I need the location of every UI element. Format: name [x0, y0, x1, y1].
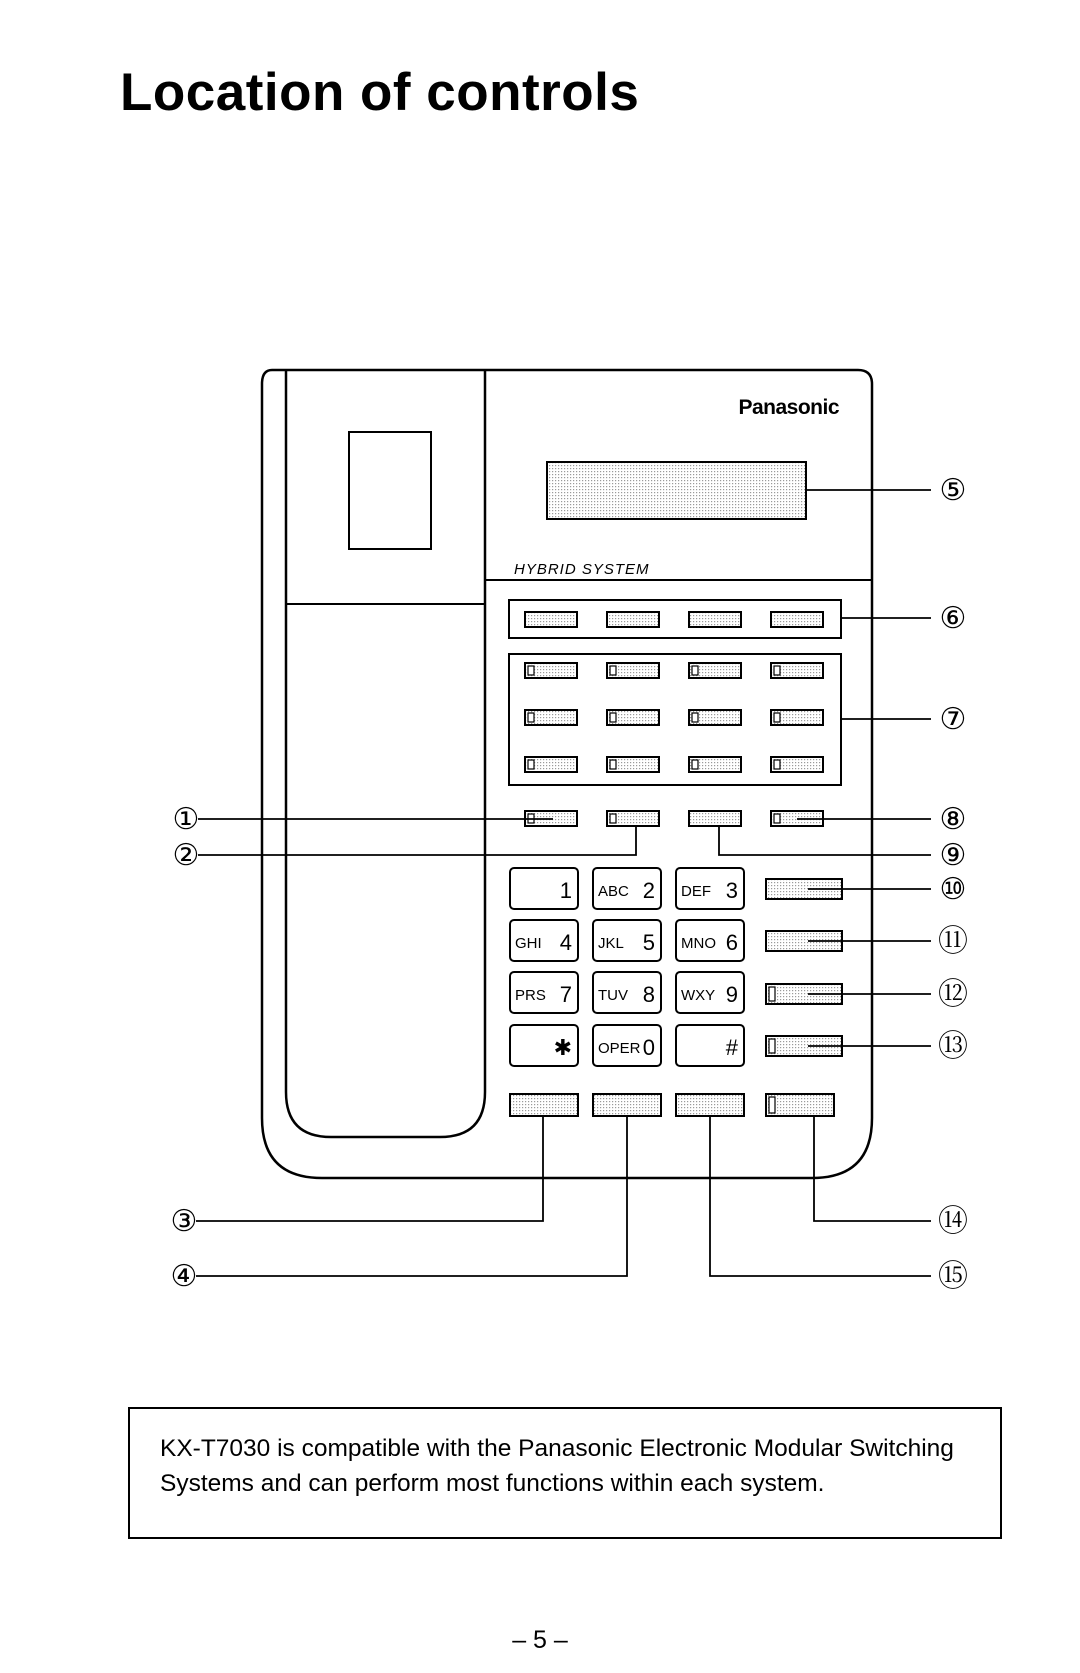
dial-key-digit: 0	[642, 1035, 655, 1060]
dial-key-9[interactable]	[676, 972, 744, 1013]
line-key-9[interactable]	[525, 757, 577, 772]
dial-key-7[interactable]	[510, 972, 578, 1013]
callout-2: ②	[172, 838, 200, 873]
callout-10: ⑩	[939, 872, 967, 907]
dial-key-12[interactable]	[676, 1025, 744, 1066]
dial-key-digit: 3	[725, 878, 738, 903]
brand-logo: Panasonic	[738, 396, 839, 419]
dial-key-5[interactable]	[593, 920, 661, 961]
soft-key-3[interactable]	[689, 612, 741, 627]
soft-key-2[interactable]	[607, 612, 659, 627]
line-key-6[interactable]	[607, 710, 659, 725]
system-label: HYBRID SYSTEM	[514, 561, 650, 578]
dial-key-letters: PRS	[515, 987, 546, 1004]
leader-line-15	[710, 1116, 931, 1276]
dial-key-digit: 5	[642, 930, 655, 955]
callout-5: ⑤	[939, 473, 967, 508]
dial-key-letters: JKL	[598, 935, 624, 952]
dial-key-letters: OPER	[598, 1040, 641, 1057]
dial-key-1[interactable]	[510, 868, 578, 909]
callout-1: ①	[172, 802, 200, 837]
mute-button[interactable]	[593, 1094, 661, 1116]
dial-key-digit: 9	[725, 982, 738, 1007]
handset-window	[349, 432, 431, 549]
line-key-8[interactable]	[771, 710, 823, 725]
dial-key-letters: GHI	[515, 935, 542, 952]
leader-line-2	[198, 826, 636, 855]
dial-key-digit: 7	[559, 982, 572, 1007]
callout-3: ③	[170, 1204, 198, 1239]
speakerphone-button[interactable]	[510, 1094, 578, 1116]
line-key-10[interactable]	[607, 757, 659, 772]
leader-line-3	[196, 1116, 543, 1221]
dial-key-6[interactable]	[676, 920, 744, 961]
dial-key-digit: 2	[642, 878, 655, 903]
dial-key-digit: ✱	[553, 1035, 572, 1060]
line-key-4[interactable]	[771, 663, 823, 678]
lcd-display	[547, 462, 806, 519]
soft-key-4[interactable]	[771, 612, 823, 627]
compatibility-note	[128, 1407, 1002, 1539]
dial-key-2[interactable]	[593, 868, 661, 909]
line-key-11[interactable]	[689, 757, 741, 772]
dial-key-8[interactable]	[593, 972, 661, 1013]
line-key-1[interactable]	[525, 663, 577, 678]
pause-button[interactable]	[689, 811, 741, 826]
callout-15: ⑮	[938, 1259, 968, 1294]
dial-key-digit: 6	[725, 930, 738, 955]
compatibility-note-text: KX-T7030 is compatible with the Panasonic Electronic Modular Switching Systems and can perform most functions within each system.	[160, 1435, 954, 1497]
line-key-12[interactable]	[771, 757, 823, 772]
page-title: Location of controls	[120, 63, 640, 122]
soft-key-1[interactable]	[525, 612, 577, 627]
line-key-5[interactable]	[525, 710, 577, 725]
handset	[286, 371, 485, 1137]
volume-down-button[interactable]	[676, 1094, 744, 1116]
callout-13: ⑬	[938, 1029, 968, 1064]
line-key-2[interactable]	[607, 663, 659, 678]
leader-line-9	[719, 826, 931, 855]
dial-key-11[interactable]	[593, 1025, 661, 1066]
callout-4: ④	[170, 1259, 198, 1294]
dial-key-letters: DEF	[681, 883, 711, 900]
callout-9: ⑨	[939, 838, 967, 873]
callout-12: ⑫	[938, 977, 968, 1012]
callout-7: ⑦	[939, 702, 967, 737]
callout-6: ⑥	[939, 601, 967, 636]
line-key-3[interactable]	[689, 663, 741, 678]
dial-key-letters: WXY	[681, 987, 716, 1004]
dial-key-10[interactable]	[510, 1025, 578, 1066]
dial-key-letters: ABC	[598, 883, 629, 900]
dial-key-digit: 4	[559, 930, 572, 955]
line-key-7[interactable]	[689, 710, 741, 725]
dial-key-digit: 1	[559, 878, 572, 903]
dial-key-letters: MNO	[681, 935, 716, 952]
page-number: – 5 –	[512, 1626, 568, 1654]
message-button[interactable]	[607, 811, 659, 826]
dial-key-digit: 8	[642, 982, 655, 1007]
leader-line-4	[196, 1116, 627, 1276]
dial-key-4[interactable]	[510, 920, 578, 961]
leader-line-14	[814, 1116, 931, 1221]
callout-14: ⑭	[938, 1204, 968, 1239]
dial-key-digit: #	[725, 1035, 738, 1060]
callout-11: ⑪	[938, 924, 968, 959]
dial-key-3[interactable]	[676, 868, 744, 909]
callout-8: ⑧	[939, 802, 967, 837]
dial-key-letters: TUV	[598, 987, 628, 1004]
volume-up-button[interactable]	[766, 1094, 834, 1116]
